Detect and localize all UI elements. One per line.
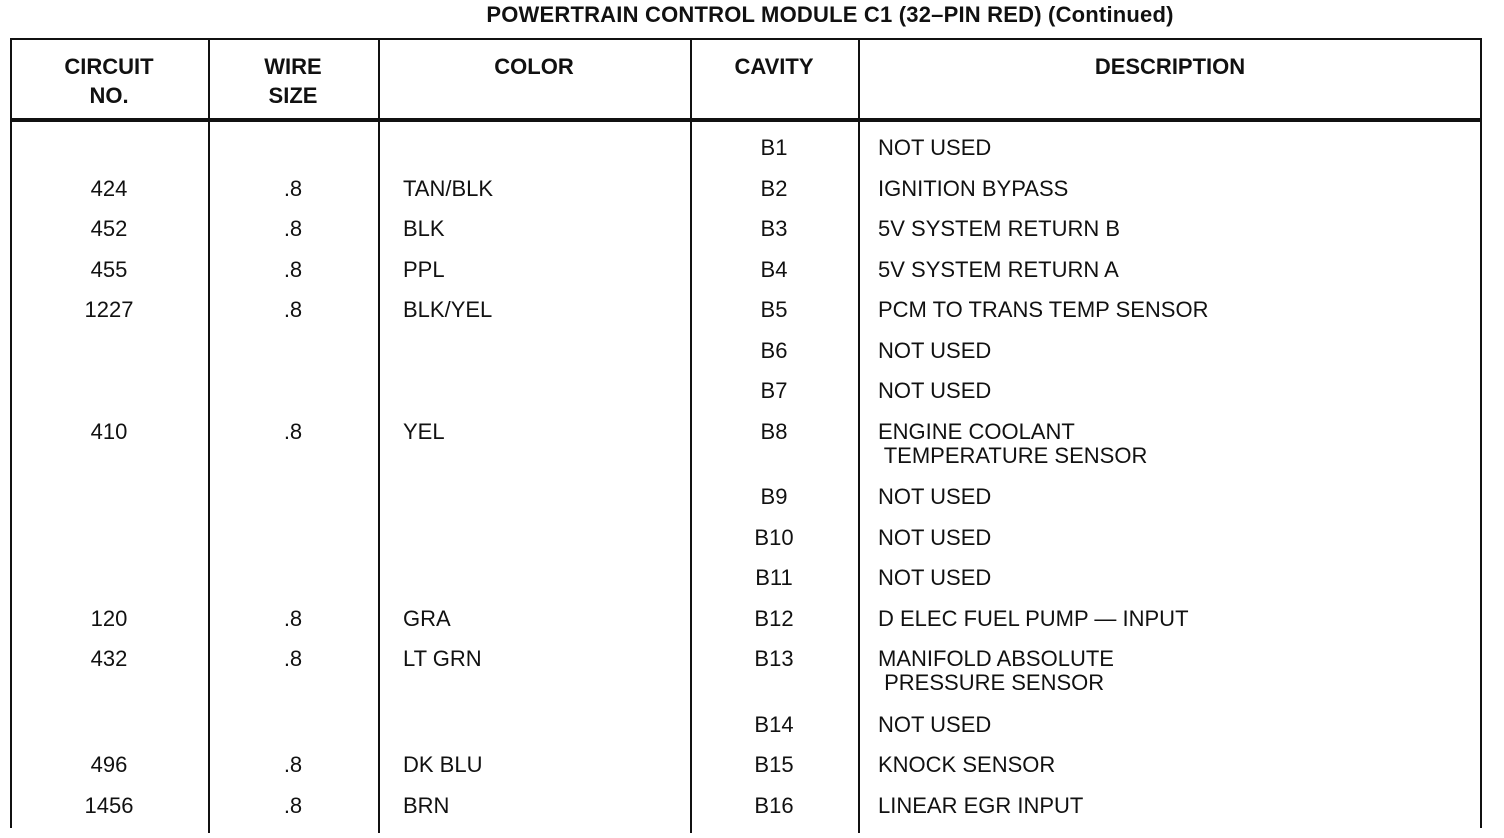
description-cell: IGNITION BYPASS bbox=[878, 176, 1069, 201]
wire-color-cell: BLK bbox=[403, 216, 445, 241]
description-cell: LINEAR EGR INPUT bbox=[878, 793, 1084, 818]
wire-size-cell: .8 bbox=[283, 257, 303, 282]
description-cell: NOT USED bbox=[878, 135, 992, 160]
table-row bbox=[0, 526, 1504, 566]
circuit-no-cell: 424 bbox=[90, 176, 128, 201]
wire-color-cell: PPL bbox=[403, 257, 445, 282]
cavity-cell: B7 bbox=[760, 378, 788, 403]
description-cell: NOT USED bbox=[878, 378, 992, 403]
description-cell: ENGINE COOLANT TEMPERATURE SENSOR bbox=[878, 419, 1148, 468]
table-row bbox=[0, 485, 1504, 525]
table-row bbox=[0, 177, 1504, 217]
table-row bbox=[0, 379, 1504, 419]
circuit-no-cell: 496 bbox=[90, 752, 128, 777]
table-row bbox=[0, 258, 1504, 298]
header-wire-line1: WIRE bbox=[264, 54, 322, 79]
circuit-no-cell: 432 bbox=[90, 646, 128, 671]
circuit-no-cell: 452 bbox=[90, 216, 128, 241]
circuit-no-cell: 410 bbox=[90, 419, 128, 444]
description-cell: NOT USED bbox=[878, 565, 992, 590]
cavity-cell: B15 bbox=[754, 752, 794, 777]
table-row bbox=[0, 794, 1504, 834]
wire-size-cell: .8 bbox=[283, 606, 303, 631]
cavity-cell: B2 bbox=[760, 176, 788, 201]
table-row bbox=[0, 419, 1504, 468]
description-cell: MANIFOLD ABSOLUTE PRESSURE SENSOR bbox=[878, 646, 1114, 695]
cavity-cell: B10 bbox=[754, 525, 794, 550]
table-row bbox=[0, 298, 1504, 338]
wire-size-cell: .8 bbox=[283, 752, 303, 777]
header-description: DESCRIPTION bbox=[1094, 54, 1246, 79]
table-row bbox=[0, 136, 1504, 176]
circuit-no-cell: 120 bbox=[90, 606, 128, 631]
wire-size-cell: .8 bbox=[283, 297, 303, 322]
header-color: COLOR bbox=[494, 54, 574, 79]
cavity-cell: B6 bbox=[760, 338, 788, 363]
cavity-cell: B8 bbox=[760, 419, 788, 444]
cavity-cell: B16 bbox=[754, 793, 794, 818]
wire-color-cell: GRA bbox=[403, 606, 451, 631]
description-cell: NOT USED bbox=[878, 484, 992, 509]
description-cell: 5V SYSTEM RETURN A bbox=[878, 257, 1119, 282]
circuit-no-cell: 1456 bbox=[84, 793, 134, 818]
circuit-no-cell: 1227 bbox=[84, 297, 134, 322]
description-cell: NOT USED bbox=[878, 525, 992, 550]
wire-color-cell: YEL bbox=[403, 419, 445, 444]
description-cell: 5V SYSTEM RETURN B bbox=[878, 216, 1121, 241]
cavity-cell: B5 bbox=[760, 297, 788, 322]
header-divider bbox=[10, 118, 1482, 122]
table-row bbox=[0, 607, 1504, 647]
wire-color-cell: BRN bbox=[403, 793, 450, 818]
table-row bbox=[0, 646, 1504, 695]
wire-color-cell: DK BLU bbox=[403, 752, 483, 777]
cavity-cell: B3 bbox=[760, 216, 788, 241]
circuit-no-cell: 455 bbox=[90, 257, 128, 282]
cavity-cell: B9 bbox=[760, 484, 788, 509]
header-circuit-line1: CIRCUIT bbox=[64, 54, 154, 79]
cavity-cell: B13 bbox=[754, 646, 794, 671]
table-row bbox=[0, 713, 1504, 753]
table-row bbox=[0, 217, 1504, 257]
cavity-cell: B11 bbox=[755, 565, 793, 590]
wire-color-cell: LT GRN bbox=[403, 646, 482, 671]
header-wire-line2: SIZE bbox=[268, 83, 318, 108]
wire-size-cell: .8 bbox=[283, 419, 303, 444]
wire-size-cell: .8 bbox=[283, 646, 303, 671]
description-cell: PCM TO TRANS TEMP SENSOR bbox=[878, 297, 1209, 322]
header-circuit-line2: NO. bbox=[89, 83, 129, 108]
cavity-cell: B14 bbox=[754, 712, 794, 737]
description-cell: KNOCK SENSOR bbox=[878, 752, 1056, 777]
header-circuit-no bbox=[10, 52, 208, 110]
wire-size-cell: .8 bbox=[283, 793, 303, 818]
description-cell: NOT USED bbox=[878, 338, 992, 363]
cavity-cell: B1 bbox=[760, 135, 788, 160]
header-cavity: CAVITY bbox=[734, 54, 814, 79]
header-wire-size bbox=[208, 52, 378, 110]
table-row bbox=[0, 339, 1504, 379]
page-title: POWERTRAIN CONTROL MODULE C1 (32–PIN RED) (Continued) bbox=[486, 2, 1174, 27]
wire-size-cell: .8 bbox=[283, 176, 303, 201]
cavity-cell: B12 bbox=[754, 606, 794, 631]
table-row bbox=[0, 753, 1504, 793]
description-cell: NOT USED bbox=[878, 712, 992, 737]
cavity-cell: B4 bbox=[760, 257, 788, 282]
wire-size-cell: .8 bbox=[283, 216, 303, 241]
table-row bbox=[0, 566, 1504, 606]
description-cell: D ELEC FUEL PUMP — INPUT bbox=[878, 606, 1189, 631]
wire-color-cell: BLK/YEL bbox=[403, 297, 493, 322]
wire-color-cell: TAN/BLK bbox=[403, 176, 494, 201]
